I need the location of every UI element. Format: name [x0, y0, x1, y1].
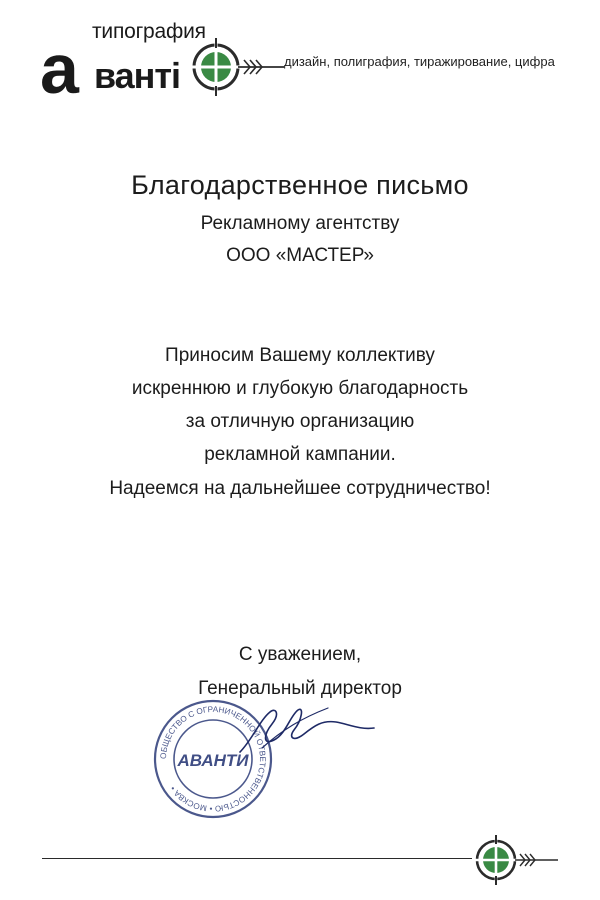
- logo-wordmark: ванті: [94, 55, 181, 96]
- logo-letter-a: а: [40, 30, 76, 108]
- company-tagline: дизайн, полиграфия, тиражирование, цифра: [284, 54, 555, 69]
- closing-line-2: Генеральный директор: [198, 678, 402, 699]
- closing-line-1: С уважением,: [238, 644, 362, 665]
- stamp-center-text: АВАНТИ: [177, 751, 249, 770]
- body-line: рекламной кампании.: [204, 444, 396, 465]
- letter-title: Благодарственное письмо: [131, 170, 469, 200]
- logo-subtitle: типография: [92, 20, 206, 43]
- signature: [232, 690, 382, 770]
- footer-divider: [42, 858, 472, 859]
- body-line: за отличную организацию: [185, 411, 415, 432]
- recipient-line-1: Рекламному агентству: [200, 213, 400, 234]
- stamp-ring-text: ОБЩЕСТВО С ОГРАНИЧЕННОЙ ОТВЕТСТВЕННОСТЬЮ • МОСКВА •: [158, 704, 268, 814]
- crosshair-emblem-icon: [470, 833, 562, 887]
- body-line: искреннюю и глубокую благодарность: [131, 378, 469, 399]
- company-logo: [40, 20, 285, 108]
- body-line: Надеемся на дальнейшее сотрудничество!: [109, 478, 491, 499]
- recipient-line-2: ООО «МАСТЕР»: [226, 245, 374, 266]
- crosshair-emblem-icon: [188, 32, 288, 102]
- body-line: Приносим Вашему коллективу: [165, 345, 435, 366]
